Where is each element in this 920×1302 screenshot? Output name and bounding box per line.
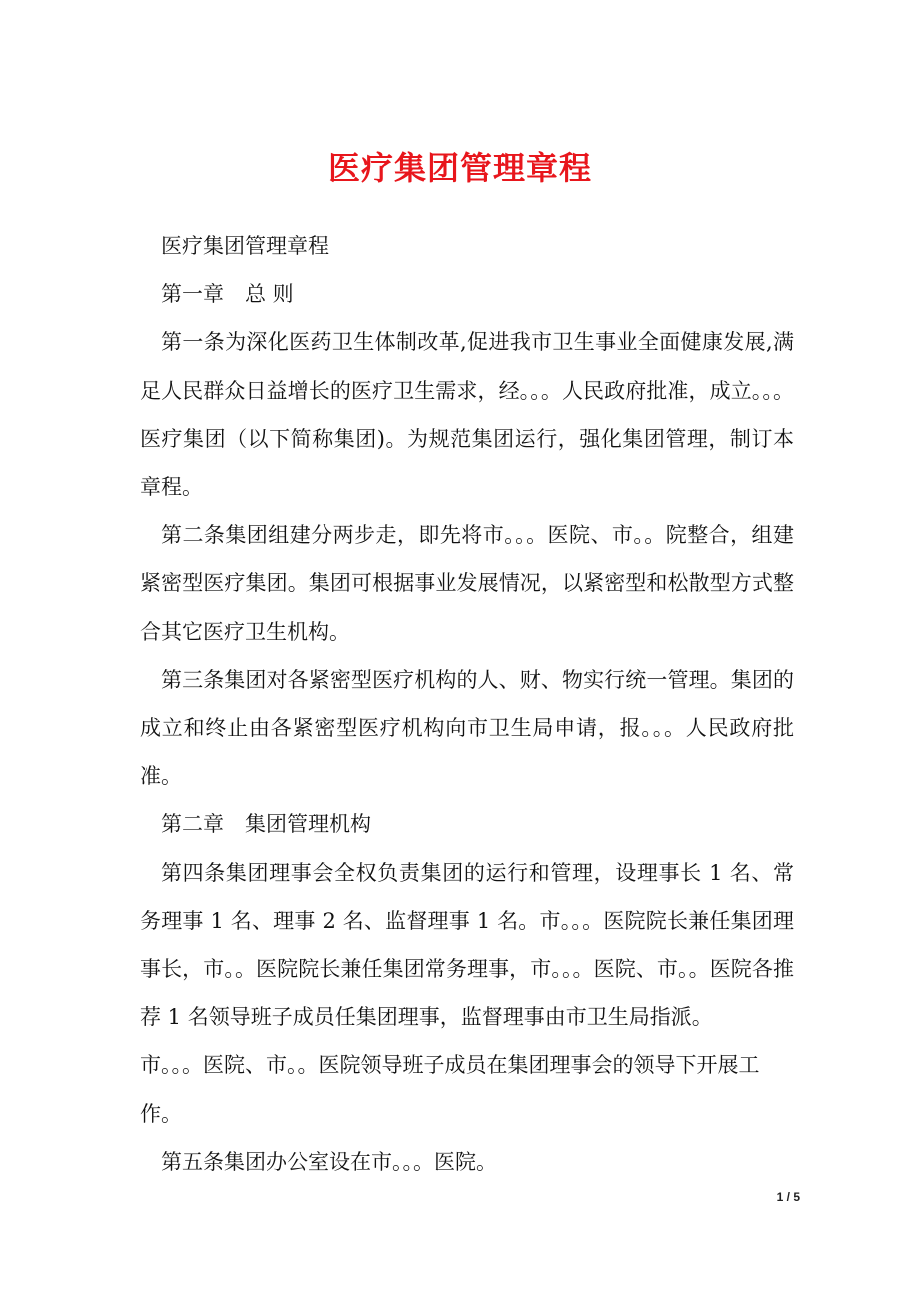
- article-2: 第二条集团组建分两步走，即先将市。。。医院、市。。院整合，组建紧密型医疗集团。集团可根据事业发展情况，以紧密型和松散型方式整合其它医疗卫生机构。: [140, 523, 794, 644]
- article-4: 第四条集团理事会全权负责集团的运行和管理，设理事长 1 名、常务理事 1 名、理事 2 名、监督理事 1 名。市。。。医院院长兼任集团理事长，市。。医院院长兼任集团常务理事，市。。。医院、市。。医院各推荐 1 名领导班子成员任集团理事，监督理事由市卫生局指派。: [140, 860, 794, 1030]
- paragraph-heading: 医疗集团管理章程: [161, 234, 329, 258]
- article-1: 第一条为深化医药卫生体制改革,促进我市卫生事业全面健康发展,满足人民群众日益增长的医疗卫生需求，经。。。人民政府批准，成立。。。医疗集团（以下简称集团)。为规范集团运行，强化集团管理，制订本章程。: [140, 330, 794, 500]
- article-4-continuation: 市。。。医院、市。。医院领导班子成员在集团理事会的领导下开展工作。: [140, 1053, 760, 1126]
- page-number: 1 / 5: [776, 1190, 800, 1204]
- document-body: [140, 222, 794, 1186]
- chapter-heading-1: 第一章 总 则: [161, 282, 294, 307]
- document-title: 医疗集团管理章程: [327, 149, 592, 187]
- chapter-heading-2: 第二章 集团管理机构: [161, 812, 371, 837]
- article-3: 第三条集团对各紧密型医疗机构的人、财、物实行统一管理。集团的成立和终止由各紧密型医疗机构向市卫生局申请，报。。。人民政府批准。: [140, 667, 794, 789]
- article-5: 第五条集团办公室设在市。。。医院。: [161, 1149, 497, 1174]
